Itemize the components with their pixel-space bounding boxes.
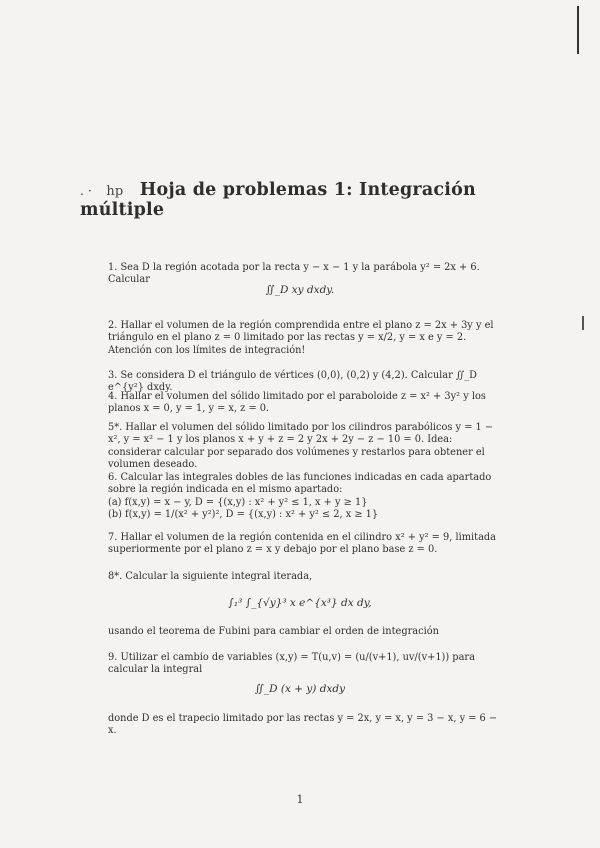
problem-3: 3. Se considera D el triángulo de vértices (0,0), (0,2) y (4,2). Calcular ∬_D e^{y²} dxdy.	[108, 370, 478, 394]
problem-6: 6. Calcular las integrales dobles de las funciones indicadas en cada apartado sobre la región indicada en el mismo apartado: (a) f(x,y) = x − y, D = {(x,y) : x² + y² ≤ 1, x + y ≥ 1} (b) f(x,y) = 1/(x² + y²)², D = {(x,y) : x² + y² ≤ 2, x ≥ 1}	[108, 472, 508, 522]
problem-8: 8*. Calcular la siguiente integral iterada,	[108, 571, 313, 582]
scan-edge-mark	[577, 6, 579, 54]
problem-7: 7. Hallar el volumen de la región contenida en el cilindro x² + y² = 9, limitada superiormente por el plano z = x y debajo por el plano base z = 0.	[108, 532, 497, 556]
problem-9-equation: ∬_D (x + y) dxdy	[254, 683, 346, 695]
page-number: 1	[296, 793, 304, 806]
page-title	[80, 180, 560, 220]
problem-2: 2. Hallar el volumen de la región comprendida entre el plano z = 2x + 3y y el triángulo en el plano z = 0 limitado por las rectas y = x/2, y = x e y = 2. Atención con los límites de integración!	[108, 320, 494, 356]
problem-8-after: usando el teorema de Fubini para cambiar el orden de integración	[108, 626, 439, 637]
problem-1-equation: ∬_D xy dxdy.	[265, 284, 335, 296]
scan-edge-mark-secondary	[582, 316, 584, 330]
problem-6b: (b) f(x,y) = 1/(x² + y²)², D = {(x,y) : x² + y² ≤ 2, x ≥ 1}	[108, 509, 379, 521]
title-text: Hoja de problemas 1: Integración múltiple	[80, 180, 476, 220]
problem-8-equation: ∫₁³ ∫_{√y}³ x e^{x³} dx dy,	[228, 597, 372, 609]
problem-1: 1. Sea D la región acotada por la recta y − x − 1 y la parábola y² = 2x + 6. Calcular	[108, 262, 480, 286]
title-dots: . ·	[80, 184, 93, 198]
title-prefix: hp	[106, 184, 124, 199]
problem-4: 4. Hallar el volumen del sólido limitado por el paraboloide z = x² + 3y² y los planos x = 0, y = 1, y = x, z = 0.	[108, 391, 486, 415]
problem-6a: (a) f(x,y) = x − y, D = {(x,y) : x² + y² ≤ 1, x + y ≥ 1}	[108, 496, 368, 508]
problem-9-after: donde D es el trapecio limitado por las rectas y = 2x, y = x, y = 3 − x, y = 6 − x.	[108, 713, 498, 737]
problem-9: 9. Utilizar el cambio de variables (x,y) = T(u,v) = (u/(v+1), uv/(v+1)) para calcular la integral	[108, 652, 475, 676]
problem-5: 5*. Hallar el volumen del sólido limitado por los cilindros parabólicos y = 1 − x², y = x² − 1 y los planos x + y + z = 2 y 2x + 2y − z − 10 = 0. Idea: considerar calcular por separado dos volúmenes y restarlos para obtener el volumen deseado.	[108, 422, 494, 471]
